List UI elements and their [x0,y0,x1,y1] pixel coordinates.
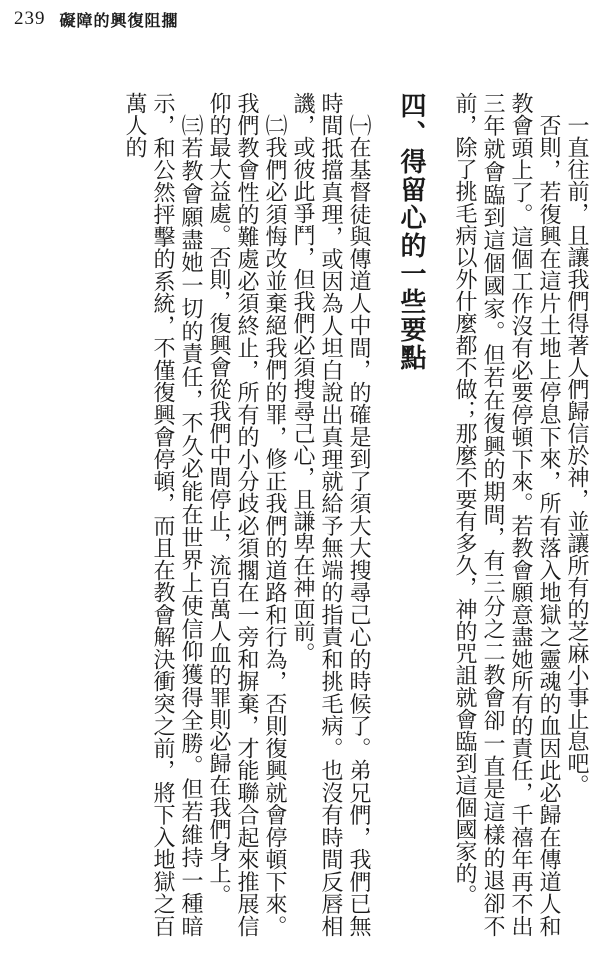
vertical-text-body [12,92,590,937]
point-three: ㈢若教會願盡她一切的責任，不久必能在世界上使信仰獲得全勝。但若維持一種暗示，和公然抨擊的系統，不僅復興會停頓，而且在教會解決衝突之前，將下入地獄之百萬人的 [122,92,203,937]
running-title: 礙障的興復阻擱 [59,10,179,30]
point-two: ㈡我們必須悔改並棄絕我們的罪，修正我們的道路和行為，否則復興就會停頓下來。我們教會性的難處必須終止，所有的小分歧必須擱在一旁和摒棄，才能聯合起來推展信仰的最大益處。否則，復興會從我們中間停止，流百萬人血的罪則必歸在我們身上。 [206,92,287,937]
paragraph-continuation: 一直往前，且讓我們得著人們歸信於神，並讓所有的芝麻小事止息吧。 [564,114,589,796]
running-header [14,6,179,32]
section-heading: 四、得留心的一些要點 [396,92,426,372]
point-one: ㈠在基督徒與傳道人中間，的確是到了須大大搜尋己心的時候了。弟兄們，我們已無時間抵擋真理，或因為人坦白說出真理就給予無端的指責和挑毛病。也沒有時間反唇相譏，或彼此爭鬥，但我們必須搜尋己心，且謙卑在神面前。 [290,92,371,937]
page-number: 239 [14,8,46,29]
paragraph-warning: 否則，若復興在這片土地上停息下來，所有落入地獄之靈魂的血因此必歸在傳道人和教會頭上了。這個工作沒有必要停頓下來。若教會願意盡她所有的責任，千禧年再不出三年就會臨到這個國家。但若在復興的期間，有三分之二教會卻一直是這樣的退卻不前，除了挑毛病以外什麼都不做；那麼不要有多久，神的咒詛就會臨到這個國家的。 [452,92,561,937]
